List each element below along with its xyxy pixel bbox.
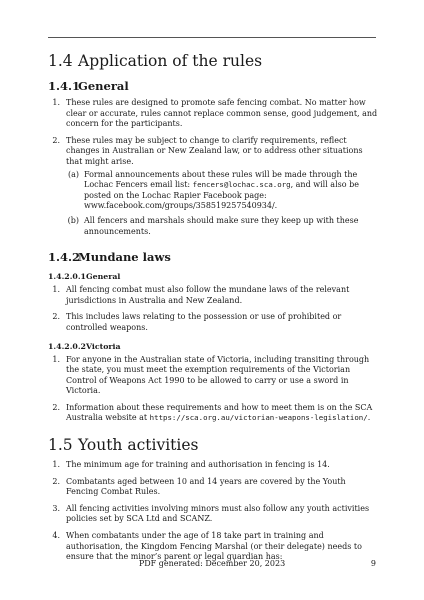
- victoria-list: [48, 355, 378, 425]
- general-list: [48, 98, 378, 241]
- sub-list: [66, 170, 378, 238]
- section-title: Youth activities: [78, 436, 199, 455]
- sub-list-marker: (a): [67, 169, 79, 179]
- paragraph-title: Victoria: [86, 341, 121, 351]
- list-marker: 4.: [52, 531, 60, 541]
- subsection-number: 1.4.1: [48, 79, 81, 93]
- list-item: [48, 98, 378, 130]
- list-item-text: The minimum age for training and authorisation in fencing is 14.: [66, 460, 330, 470]
- list-item-text: When combatants under the age of 18 take part in training and authorisation, the Kingdom Fencing Marshal (or their delegate) needs to ensure that the minor’s parent or legal guardian has:: [66, 531, 362, 562]
- header-rule: [48, 37, 376, 38]
- list-marker: 2.: [52, 135, 60, 145]
- sub-item-text: , and will also be posted on the Lochac Rapier Facebook page: www.facebook.com/groups/358519257540934/.: [84, 180, 359, 211]
- list-item: [48, 504, 378, 525]
- list-item: [48, 285, 378, 306]
- list-item-text: For anyone in the Australian state of Victoria, including transiting through the state, you must meet the exemption requirements of the Victorian Control of Weapons Act 1990 to be allowed to carry or use a sword in Victoria.: [66, 354, 370, 396]
- list-item-text: This includes laws relating to the possession or use of prohibited or controlled weapons.: [66, 312, 342, 332]
- list-marker: 2.: [52, 312, 60, 322]
- website-link[interactable]: https://sca.org.au/victorian-weapons-legislation/: [149, 413, 368, 423]
- list-item-body: [66, 403, 378, 424]
- sub-list-marker: (b): [67, 215, 79, 225]
- page-content: [48, 46, 378, 569]
- sub-item-text: All fencers and marshals should make sure they keep up with these announcements.: [84, 215, 359, 236]
- list-marker: 1.: [52, 285, 60, 295]
- list-marker: 1.: [52, 354, 60, 364]
- section-title: Application of the rules: [78, 52, 263, 70]
- paragraph-number: 1.4.2.0.1: [48, 272, 86, 282]
- list-marker: 1.: [52, 460, 60, 470]
- section-heading-youth: [48, 436, 378, 454]
- paragraph-heading-victoria: [48, 342, 378, 351]
- subsection-title: Mundane laws: [78, 250, 171, 265]
- list-item: [48, 460, 378, 471]
- list-item-text: Combatants aged between 10 and 14 years are covered by the Youth Fencing Combat Rules.: [66, 476, 346, 497]
- list-item-text: These rules may be subject to change to clarify requirements, reflect changes in Australian or New Zealand law, or to address other situations that might arise.: [66, 135, 363, 166]
- generated-date: PDF generated: December 20, 2023: [138, 559, 286, 568]
- subsection-heading-general: [48, 79, 378, 93]
- list-item: [48, 403, 378, 424]
- section-number: 1.5: [48, 436, 73, 455]
- paragraph-number: 1.4.2.0.2: [48, 341, 86, 351]
- list-item: [48, 355, 378, 397]
- subsection-heading-mundane-laws: [48, 250, 378, 264]
- list-item-text: All fencing combat must also follow the mundane laws of the relevant jurisdictions in Australia and New Zealand.: [66, 285, 350, 305]
- list-item: [48, 312, 378, 333]
- youth-list: [48, 460, 378, 563]
- section-heading-application: [48, 52, 378, 70]
- list-marker: 3.: [52, 503, 60, 513]
- list-item-body: [66, 136, 378, 241]
- list-marker: 2.: [52, 476, 60, 486]
- list-marker: 2.: [52, 402, 60, 412]
- sub-list-item: [66, 170, 378, 212]
- sub-list-item: [66, 216, 378, 237]
- paragraph-title: General: [86, 272, 121, 282]
- mundane-general-list: [48, 285, 378, 333]
- list-item-text: These rules are designed to promote safe fencing combat. No matter how clear or accurate, rules cannot replace common sense, good judgement, and concern for the participants.: [66, 98, 378, 129]
- paragraph-heading-general: [48, 272, 378, 281]
- sub-item-text: Formal announcements about these rules will be made through the Lochac Fencers email list:: [84, 169, 358, 190]
- list-item-text: All fencing activities involving minors must also follow any youth activities policies set by SCA Ltd and SCANZ.: [66, 503, 370, 524]
- page-number: 9: [370, 559, 376, 568]
- list-item-text: .: [367, 413, 371, 423]
- email-link[interactable]: fencers@lochac.sca.org: [192, 180, 291, 190]
- list-marker: 1.: [52, 98, 60, 107]
- sub-list-item-body: [84, 170, 378, 212]
- list-item: [48, 477, 378, 498]
- subsection-title: General: [78, 79, 129, 93]
- subsection-number: 1.4.2: [48, 250, 81, 265]
- section-number: 1.4: [48, 52, 73, 70]
- list-item: [48, 136, 378, 241]
- list-item-text: Information about these requirements and how to meet them is on the SCA Australia website at: [66, 402, 373, 423]
